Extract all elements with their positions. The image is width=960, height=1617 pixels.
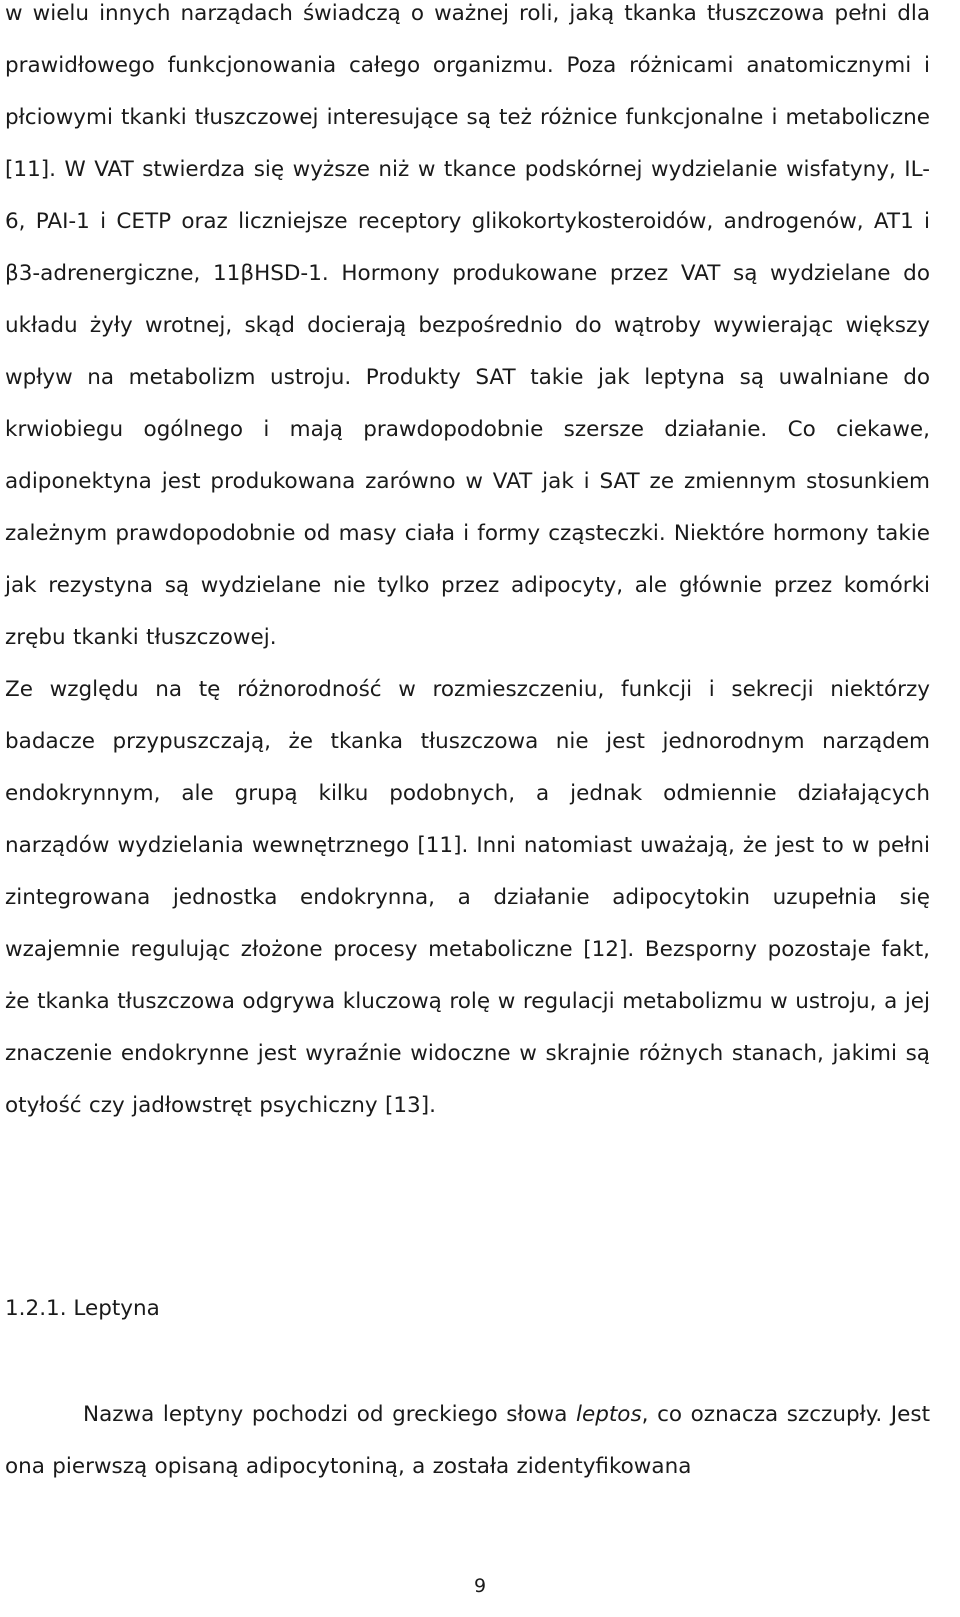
paragraph-endocrine-organ: Ze względu na tę różnorodność w rozmieszczeniu, funkcji i sekrecji niektórzy badacze przypuszczają, że tkanka tłuszczowa nie jest jednorodnym narządem endokrynnym, ale grupą kilku podobnych, a jednak odmiennie działających narządów wydzielania wewnętrznego [11]. Inni natomiast uważają, że jest to w pełni zintegrowana jednostka endokrynna, a działanie adipocytokin uzupełnia się wzajemnie regulując złożone procesy metaboliczne [12]. Bezsporny pozostaje fakt, że tkanka tłuszczowa odgrywa kluczową rolę w regulacji metabolizmu w ustroju, a jej znaczenie endokrynne jest wyraźnie widoczne w skrajnie różnych stanach, jakimi są otyłość czy jadłowstręt psychiczny [13]. xyxy=(5,677,930,1118)
paragraph-leptin xyxy=(5,1389,930,1493)
body-text xyxy=(5,0,930,1132)
greek-term: leptos xyxy=(576,1402,642,1427)
section-heading: 1.2.1. Leptyna xyxy=(5,1296,160,1321)
leptin-text xyxy=(5,1389,930,1493)
paragraph-fat-tissue-differences: w wielu innych narządach świadczą o ważnej roli, jaką tkanka tłuszczowa pełni dla prawidłowego funkcjonowania całego organizmu. Poza różnicami anatomicznymi i płciowymi tkanki tłuszczowej interesujące są też różnice funkcjonalne i metaboliczne [11]. W VAT stwierdza się wyższe niż w tkance podskórnej wydzielanie wisfatyny, IL-6, PAI-1 i CETP oraz liczniejsze receptory glikokortykosteroidów, androgenów, AT1 i β3-adrenergiczne, 11βHSD-1. Hormony produkowane przez VAT są wydzielane do układu żyły wrotnej, skąd docierają bezpośrednio do wątroby wywierając większy wpływ na metabolizm ustroju. Produkty SAT takie jak leptyna są uwalniane do krwiobiegu ogólnego i mają prawdopodobnie szersze działanie. Co ciekawe, adiponektyna jest produkowana zarówno w VAT jak i SAT ze zmiennym stosunkiem zależnym prawdopodobnie od masy ciała i formy cząsteczki. Niektóre hormony takie jak rezystyna są wydzielane nie tylko przez adipocyty, ale głównie przez komórki zrębu tkanki tłuszczowej. xyxy=(5,1,930,650)
leptin-text-end: , co oznacza szczupły. Jest ona pierwszą opisaną adipocytoniną, a została zidentyfikowana xyxy=(5,1402,930,1479)
page-number: 9 xyxy=(473,1575,487,1597)
leptin-text-start: Nazwa leptyny pochodzi od greckiego słowa xyxy=(83,1402,577,1427)
